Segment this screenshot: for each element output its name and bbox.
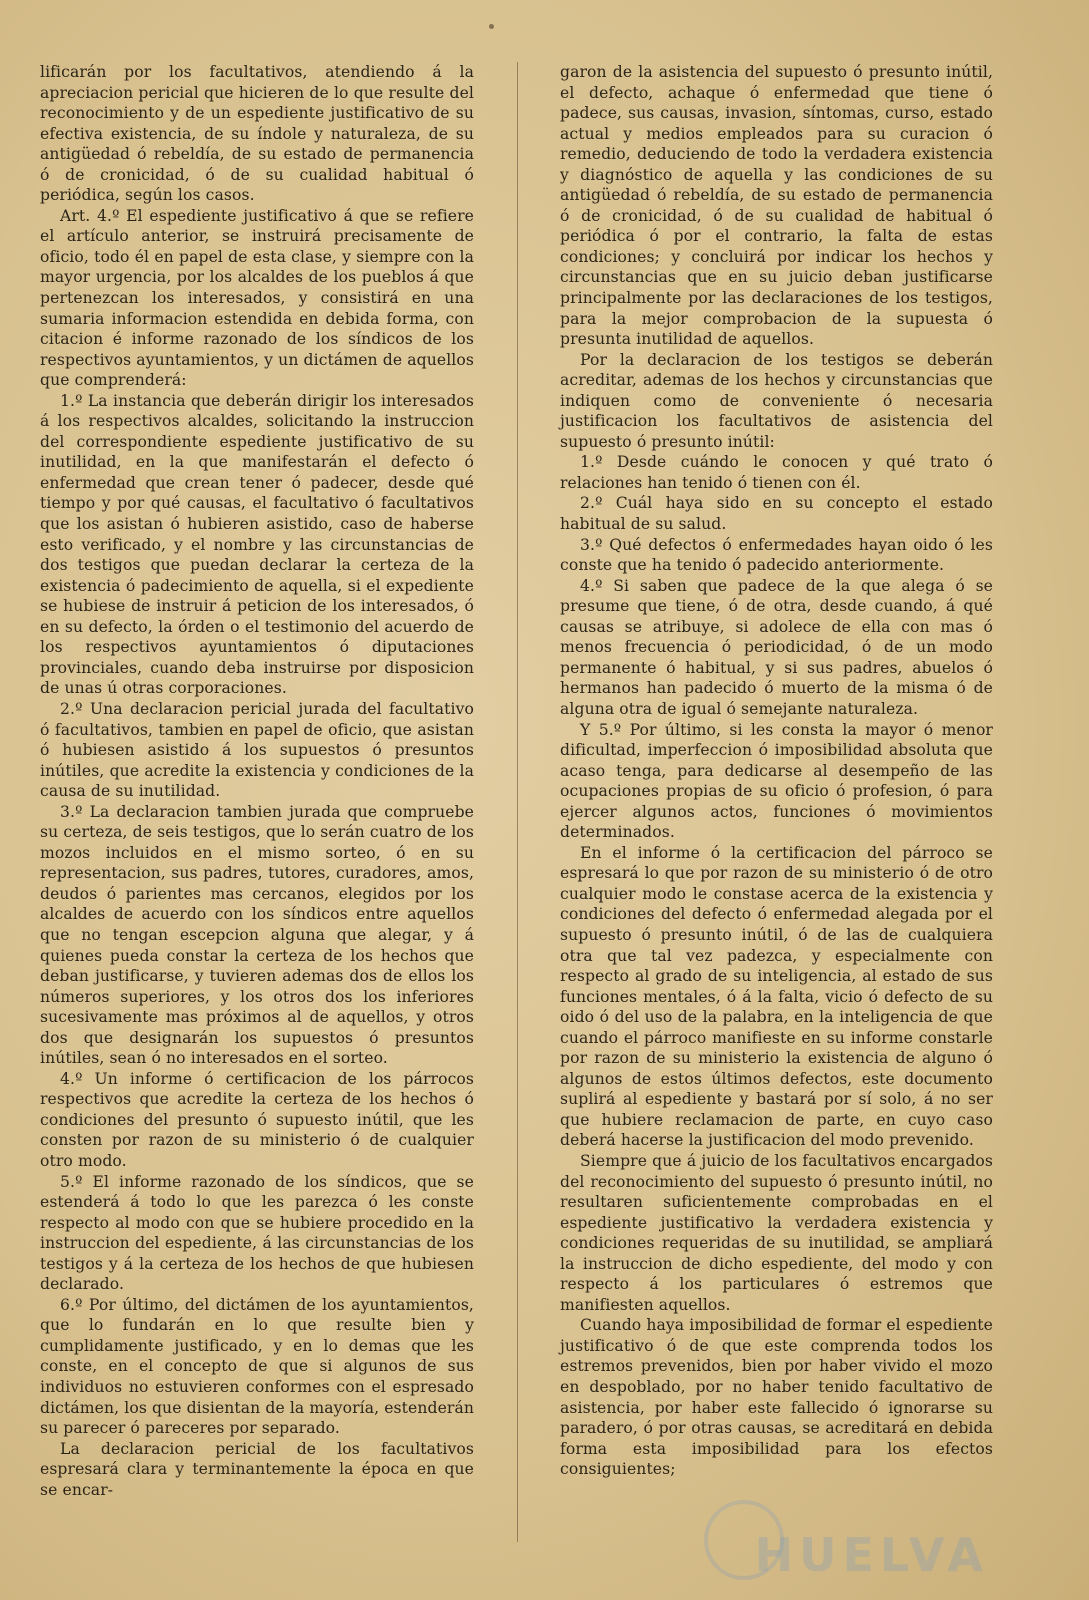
paragraph: 4.º Si saben que padece de la que alega ó se presume que tiene, ó de otra, desde cuando, á qué causas se atribuye, si adolece de ella con mas ó menos frecuencia ó periodicidad, ó de un modo permanente ó habitual, y si sus padres, abuelos ó hermanos han padecido ó muerto de la misma ó de alguna otra de igual ó semejante naturaleza. [560, 576, 993, 718]
paragraph: Y 5.º Por último, si les consta la mayor ó menor dificultad, imperfeccion ó imposibilidad absoluta que acaso tenga, para dedicarse al desempeño de las ocupaciones propias de su oficio ó profesion, ó para ejercer algunos actos, funciones ó movimientos determinados. [560, 720, 993, 842]
paragraph: garon de la asistencia del supuesto ó presunto inútil, el defecto, achaque ó enfermedad que tiene ó padece, sus causas, invasion, síntomas, curso, estado actual y medios empleados para su curacion ó remedio, deduciendo de todo la verdadera existencia y diagnóstico de aquella y las condiciones de su antigüedad ó rebeldía, de su estado de permanencia ó de cronicidad, ó de su cualidad de habitual ó periódica ó por el contrario, la falta de estas condiciones; y concluirá por indicar los hechos y circunstancias que en su juicio deban justificarse principalmente por las declaraciones de los testigos, para la mejor comprobacion de la supuesta ó presunta inutilidad de aquellos. [560, 63, 993, 349]
paragraph: En el informe ó la certificacion del párroco se espresará lo que por razon de su ministerio ó de otro cualquier modo le constase acerca de la existencia y condiciones del defecto ó enfermedad alegada por el supuesto ó presunto inútil, ó de las de cualquiera otra que tal vez padezca, y especialmente con respecto al grado de su inteligencia, al estado de sus funciones mentales, ó á la falta, vicio ó defecto de su oido ó del uso de la palabra, en la inteligencia de que cuando el párroco manifieste en su informe constarle por razon de su ministerio la existencia de alguno ó algunos de estos últimos defectos, este documento suplirá al espediente y bastará por sí solo, á no ser que hubiere reclamacion de parte, en cuyo caso deberá hacerse la justificacion del modo prevenido. [560, 843, 993, 1150]
paragraph: Por la declaracion de los testigos se deberán acreditar, ademas de los hechos y circunstancias que indiquen como de conveniente ó necesaria justificacion los facultativos de asistencia del supuesto ó presunto inútil: [560, 350, 993, 451]
paragraph: 4.º Un informe ó certificacion de los párrocos respectivos que acredite la certeza de los hechos ó condiciones del presunto ó supuesto inútil, que les consten por razon de su ministerio ó de cualquier otro modo. [40, 1069, 474, 1170]
paragraph: 6.º Por último, del dictámen de los ayuntamientos, que lo fundarán en lo que resulte bien y cumplidamente justificado, y en lo demas que les conste, en el concepto de que si algunos de sus individuos no estuvieren conformes con el espresado dictámen, los que disientan de la mayoría, estenderán su parecer ó pareceres por separado. [40, 1295, 474, 1438]
paragraph: Siempre que á juicio de los facultativos encargados del reconocimiento del supuesto ó presunto inútil, no resultaren suficientemente comprobadas en el espediente justificativo la verdadera existencia y condiciones requeridas de su inutilidad, se ampliará la instruccion de dicho espediente, del modo y con respecto á los particulares ó estremos que manifiesten aquellos. [560, 1151, 993, 1314]
paragraph: La declaracion pericial de los facultativos espresará clara y terminantemente la época en que se encar- [40, 1439, 474, 1499]
watermark-text: HUELVA [754, 1528, 989, 1582]
ink-dot [489, 24, 494, 29]
paragraph: 1.º La instancia que deberán dirigir los interesados á los respectivos alcaldes, solicitando la instruccion del correspondiente espediente justificativo de su inutilidad, en la que manifestarán el defecto ó enfermedad que crean tener ó padecer, desde qué tiempo y por qué causas, el facultativo ó facultativos que los asistan ó hubieren asistido, caso de haberse esto verificado, y el nombre y las circunstancias de dos testigos que puedan declarar la certeza de la existencia ó padecimiento de aquella, si el expediente se hubiese de instruir á peticion de los interesados, ó en su defecto, la órden o el testimonio del acuerdo de los respectivos ayuntamientos ó diputaciones provinciales, cuando deba instruirse por disposicion de unas ú otras corporaciones. [40, 391, 474, 698]
paragraph: 2.º Una declaracion pericial jurada del facultativo ó facultativos, tambien en papel de oficio, que asistan ó hubiesen asistido á los supuestos ó presuntos inútiles, que acredite la existencia y condiciones de la causa de su inutilidad. [40, 699, 474, 801]
right-column [560, 62, 993, 1480]
paragraph: 5.º El informe razonado de los síndicos, que se estenderá á todo lo que les parezca ó les conste respecto al modo con que se hubiere procedido en la instruccion del espediente, á las circunstancias de los testigos y á la certeza de los hechos de que hubiesen declarado. [40, 1172, 474, 1294]
paragraph: 3.º La declaracion tambien jurada que compruebe su certeza, de seis testigos, que lo serán cuatro de los mozos incluidos en el mismo sorteo, ó en su representacion, sus padres, tutores, curadores, amos, deudos ó parientes mas cercanos, elegidos por los alcaldes de acuerdo con los síndicos entre aquellos que no tengan escepcion alguna que alegar, y á quienes pueda constar la certeza de los hechos que deban justificarse, y tuvieren ademas dos de ellos los números superiores, y los otros dos los inferiores sucesivamente mas próximos al de aquellos, y otros dos que designarán los supuestos ó presuntos inútiles, sean ó no interesados en el sorteo. [40, 802, 474, 1068]
paragraph: lificarán por los facultativos, atendiendo á la apreciacion pericial que hicieren de lo que resulte del reconocimiento y de un espediente justificativo de su efectiva existencia, de su índole y naturaleza, de su antigüedad ó rebeldía, de su estado de permanencia ó de cronicidad, ó de su cualidad habitual ó periódica, según los casos. [40, 63, 474, 205]
column-divider [517, 62, 518, 1542]
paragraph: 3.º Qué defectos ó enfermedades hayan oido ó les conste que ha tenido ó padecido anteriormente. [560, 535, 993, 575]
paragraph: 1.º Desde cuándo le conocen y qué trato ó relaciones han tenido ó tienen con él. [560, 453, 993, 492]
paragraph: Art. 4.º El espediente justificativo á que se refiere el artículo anterior, se instruirá precisamente de oficio, todo él en papel de esta clase, y siempre con la mayor urgencia, por los alcaldes de los pueblos á que pertenezcan los interesados, y consistirá en una sumaria informacion estendida en debida forma, con citacion é informe razonado de los síndicos de los respectivos ayuntamientos, y un dictámen de aquellos que comprenderá: [40, 206, 474, 390]
paragraph: Cuando haya imposibilidad de formar el espediente justificativo ó de que este comprenda todos los estremos prevenidos, bien por haber vivido el mozo en despoblado, por no haber tenido facultativo de asistencia, por haber este fallecido ó ignorarse su paradero, ó por otras causas, se acreditará en debida forma esta imposibilidad para los efectos consiguientes; [560, 1316, 993, 1479]
left-column [40, 62, 474, 1500]
paragraph: 2.º Cuál haya sido en su concepto el estado habitual de su salud. [560, 494, 993, 534]
